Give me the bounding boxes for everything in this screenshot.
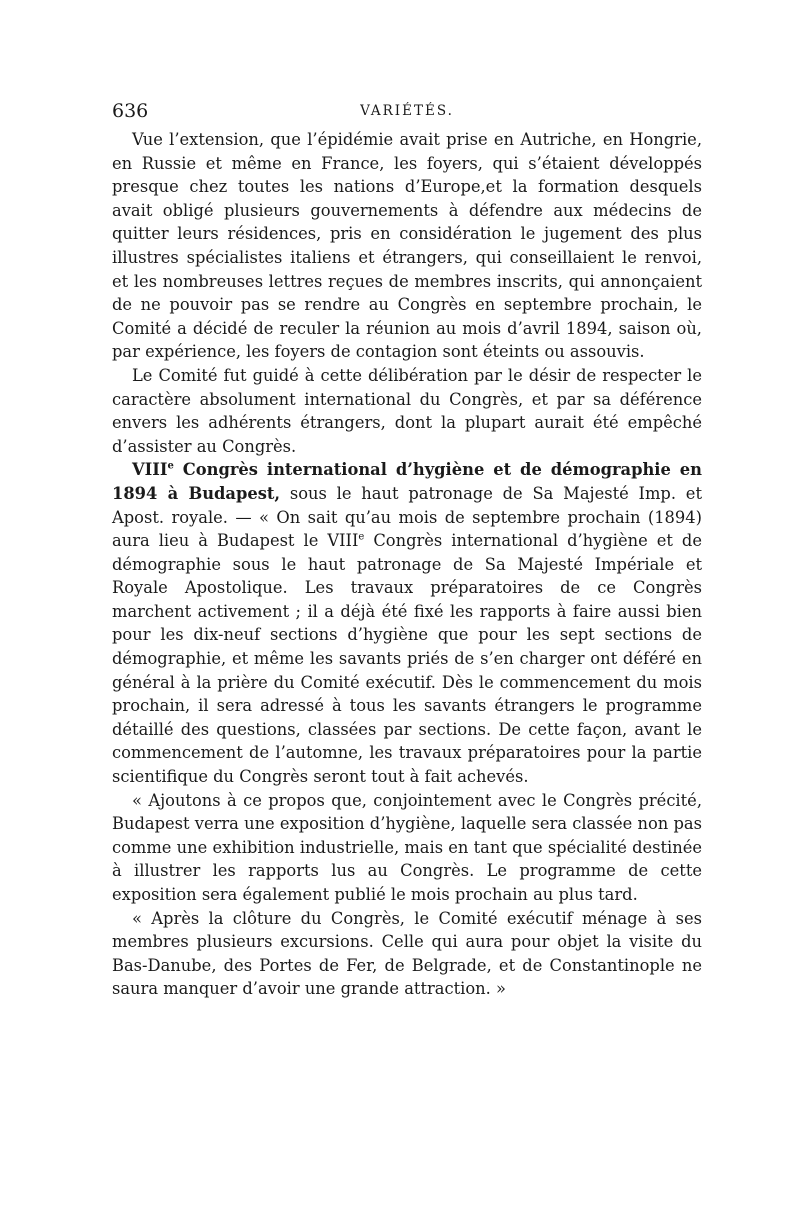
section-paragraph [112, 458, 702, 788]
paragraph-3: « Ajoutons à ce propos que, conjointement avec le Congrès précité, Budapest verra une exposition d’hygiène, laquelle sera classée non pas comme une exhibition industrielle, mais en tant que spécialité destinée à illustrer les rapports lus au Congrès. Le programme de cette exposition sera également publié le mois prochain au plus tard. [112, 790, 702, 904]
heading-rest: Congrès international d’hygiène et de démographie en 1894 à Budapest, [112, 460, 702, 503]
running-title: VARIÉTÉS. [360, 103, 454, 119]
running-head [112, 100, 702, 128]
paragraph-1: Vue l’extension, que l’épidémie avait prise en Autriche, en Hongrie, en Russie et même en France, les foyers, qui s’étaient développés presque chez toutes les nations d’Europe,et la formation desquels avait obligé plusieurs gouvernements à défendre aux médecins de quitter leurs résidences, pris en considération le jugement des plus illustres spécialistes italiens et étrangers, qui conseillaient le renvoi, et les nombreuses lettres reçues de membres inscrits, qui annonçaient de ne pouvoir pas se rendre au Congrès en septembre prochain, le Comité a décidé de reculer la réunion au mois d’avril 1894, saison où, par expérience, les foyers de contagion sont éteints ou assouvis. [112, 130, 702, 362]
book-page [112, 100, 702, 1001]
lead-superscript: e [358, 531, 365, 543]
section-lead-tail: Congrès international d’hygiène et de démographie sous le haut patronage de Sa Majesté Impériale et Royale Apostolique. Les travaux préparatoires de ce Congrès marchent activement ; il a déjà été fixé les rapports à faire aussi bien pour les dix-neuf sections d’hygiène que pour les sept sections de démographie, et même les savants priés de s’en charger ont déféré en général à la prière du Comité exécutif. Dès le commencement du mois prochain, il sera adressé à tous les savants étrangers le programme détaillé des questions, classées par sections. De cette façon, avant le commencement de l’automne, les travaux préparatoires pour la partie scientifique du Congrès seront tout à fait achevés. [112, 531, 702, 787]
section-lead-text: sous le haut patronage de Sa Majesté Imp. et Apost. royale. — « On sait qu’au mois de septembre prochain (1894) aura lieu à Budapest le VIII [112, 483, 702, 551]
paragraph-2: Le Comité fut guidé à cette délibération par le désir de respecter le caractère absolument international du Congrès, et par sa déférence envers les adhérents étrangers, dont la plupart aurait été empêché d’assister au Congrès. [112, 365, 702, 456]
heading-superscript: e [167, 460, 174, 472]
page-number: 636 [112, 100, 149, 122]
paragraph-4: « Après la clôture du Congrès, le Comité exécutif ménage à ses membres plusieurs excursions. Celle qui aura pour objet la visite du Bas-Danube, des Portes de Fer, de Belgrade, et de Constantinople ne saura manquer d’avoir une grande attraction. » [112, 908, 702, 999]
heading-prefix: VIII [132, 460, 168, 480]
body-text [112, 128, 702, 1001]
